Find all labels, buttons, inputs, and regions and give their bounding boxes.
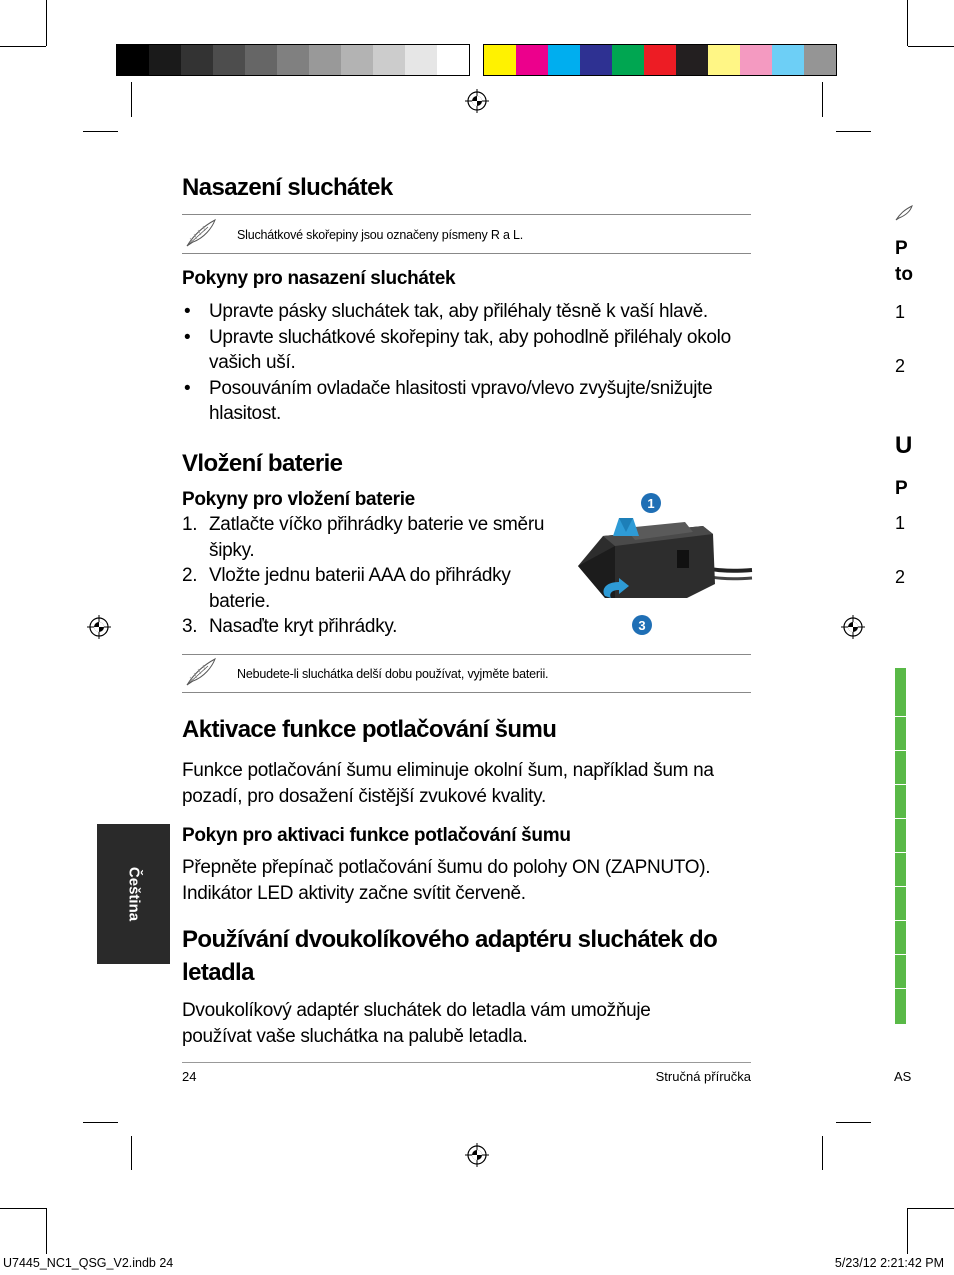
list-item: 1. Zatlačte víčko přihrádky baterie ve směru šipky. bbox=[182, 514, 545, 561]
color-swatch bbox=[373, 45, 405, 75]
crop-mark bbox=[908, 1208, 954, 1209]
list-item: 2. Vložte jednu baterii AAA do přihrádky baterie. bbox=[182, 565, 511, 612]
color-swatch bbox=[277, 45, 309, 75]
section-heading-battery: Vložení baterie bbox=[182, 450, 343, 477]
page-number: 24 bbox=[182, 1069, 197, 1084]
note-text: Nebudete-li sluchátka delší dobu používat, vyjměte baterii. bbox=[237, 667, 549, 681]
noise-cancelling-intro: Funkce potlačování šumu eliminuje okolní šum, například šum na pozadí, pro dosažení čistější zvukové kvality. bbox=[182, 760, 714, 807]
section-heading-noise-cancelling: Aktivace funkce potlačování šumu bbox=[182, 716, 557, 743]
feather-note-icon bbox=[894, 204, 914, 222]
next-page-fragment: P bbox=[895, 238, 908, 259]
airline-adapter-body: Dvoukolíkový adaptér sluchátek do letadla vám umožňuje používat vaše sluchátka na palubě letadla. bbox=[182, 1000, 651, 1047]
crop-mark bbox=[908, 46, 954, 47]
registration-mark-icon bbox=[87, 615, 111, 639]
color-swatch bbox=[149, 45, 181, 75]
color-swatch bbox=[708, 45, 740, 75]
color-swatch bbox=[516, 45, 548, 75]
crop-mark bbox=[83, 1122, 118, 1123]
color-swatch bbox=[804, 45, 836, 75]
color-swatch bbox=[580, 45, 612, 75]
grayscale-color-bar bbox=[116, 44, 470, 76]
registration-mark-icon bbox=[465, 1143, 489, 1167]
subheading-noise-cancelling-instruction: Pokyn pro aktivaci funkce potlačování šumu bbox=[182, 825, 571, 846]
crop-mark bbox=[0, 1208, 46, 1209]
next-page-fragment: 2 bbox=[895, 567, 906, 587]
color-swatch bbox=[181, 45, 213, 75]
noise-cancelling-body: Přepněte přepínač potlačování šumu do polohy ON (ZAPNUTO). Indikátor LED aktivity začne svítit červeně. bbox=[182, 857, 711, 904]
crop-mark bbox=[907, 1208, 908, 1254]
color-swatch bbox=[213, 45, 245, 75]
crop-mark bbox=[83, 131, 118, 132]
list-item: • Upravte sluchátkové skořepiny tak, aby pohodlně přiléhaly okolo vašich uší. bbox=[184, 326, 731, 373]
language-tab: Čeština bbox=[97, 824, 170, 964]
crop-mark bbox=[0, 46, 46, 47]
color-swatch bbox=[612, 45, 644, 75]
subheading-fitting-instructions: Pokyny pro nasazení sluchátek bbox=[182, 268, 456, 289]
next-page-fragment: AS bbox=[894, 1069, 912, 1084]
print-slug-datetime: 5/23/12 2:21:42 PM bbox=[834, 1256, 944, 1270]
color-swatch bbox=[405, 45, 437, 75]
note-text: Sluchátkové skořepiny jsou označeny písmeny R a L. bbox=[237, 228, 523, 242]
color-swatch bbox=[676, 45, 708, 75]
callout-3: 3 bbox=[638, 618, 646, 633]
next-page-fragment: 1 bbox=[895, 513, 906, 533]
next-page-fragment: U bbox=[895, 432, 913, 459]
next-page-fragment: to bbox=[895, 264, 913, 285]
color-swatch bbox=[341, 45, 373, 75]
crop-mark bbox=[46, 1208, 47, 1254]
section-heading-fitting: Nasazení sluchátek bbox=[182, 174, 393, 201]
fitting-bullet-list bbox=[182, 299, 757, 427]
callout-1: 1 bbox=[647, 496, 655, 511]
crop-mark bbox=[836, 1122, 871, 1123]
crop-mark bbox=[131, 82, 132, 117]
color-swatch bbox=[548, 45, 580, 75]
registration-mark-icon bbox=[841, 615, 865, 639]
battery-compartment-illustration bbox=[575, 488, 755, 638]
feather-note-icon bbox=[184, 657, 218, 687]
note-divider bbox=[182, 253, 751, 254]
next-page-fragment: 1 bbox=[895, 302, 906, 322]
crop-mark bbox=[822, 82, 823, 117]
crop-mark bbox=[822, 1136, 823, 1170]
footer-divider bbox=[182, 1062, 751, 1063]
next-page-fragment: 2 bbox=[895, 356, 906, 376]
list-item: • Upravte pásky sluchátek tak, aby přiléhaly těsně k vaší hlavě. bbox=[184, 301, 708, 322]
battery-steps-list bbox=[182, 512, 572, 640]
note-divider bbox=[182, 214, 751, 215]
list-item: 3. Nasaďte kryt přihrádky. bbox=[182, 616, 398, 637]
registration-mark-icon bbox=[465, 89, 489, 113]
crop-mark bbox=[907, 0, 908, 46]
crop-mark bbox=[836, 131, 871, 132]
color-swatch bbox=[437, 45, 469, 75]
process-color-bar bbox=[483, 44, 837, 76]
print-slug-file: U7445_NC1_QSG_V2.indb 24 bbox=[3, 1256, 174, 1270]
color-swatch bbox=[740, 45, 772, 75]
color-swatch bbox=[644, 45, 676, 75]
color-swatch bbox=[772, 45, 804, 75]
next-page-fragment: P bbox=[895, 478, 908, 499]
color-swatch bbox=[117, 45, 149, 75]
next-page-language-tabs bbox=[895, 668, 906, 1024]
color-swatch bbox=[245, 45, 277, 75]
list-item: • Posouváním ovladače hlasitosti vpravo/vlevo zvyšujte/snižujte hlasitost. bbox=[184, 377, 713, 424]
section-heading-airline-adapter: Používání dvoukolíkového adaptéru sluchátek do letadla bbox=[182, 926, 718, 986]
note-divider bbox=[182, 654, 751, 655]
note-divider bbox=[182, 692, 751, 693]
crop-mark bbox=[131, 1136, 132, 1170]
feather-note-icon bbox=[184, 218, 218, 248]
crop-mark bbox=[46, 0, 47, 46]
subheading-battery-instructions: Pokyny pro vložení baterie bbox=[182, 489, 415, 510]
color-swatch bbox=[484, 45, 516, 75]
color-swatch bbox=[309, 45, 341, 75]
footer-title: Stručná příručka bbox=[655, 1069, 751, 1084]
